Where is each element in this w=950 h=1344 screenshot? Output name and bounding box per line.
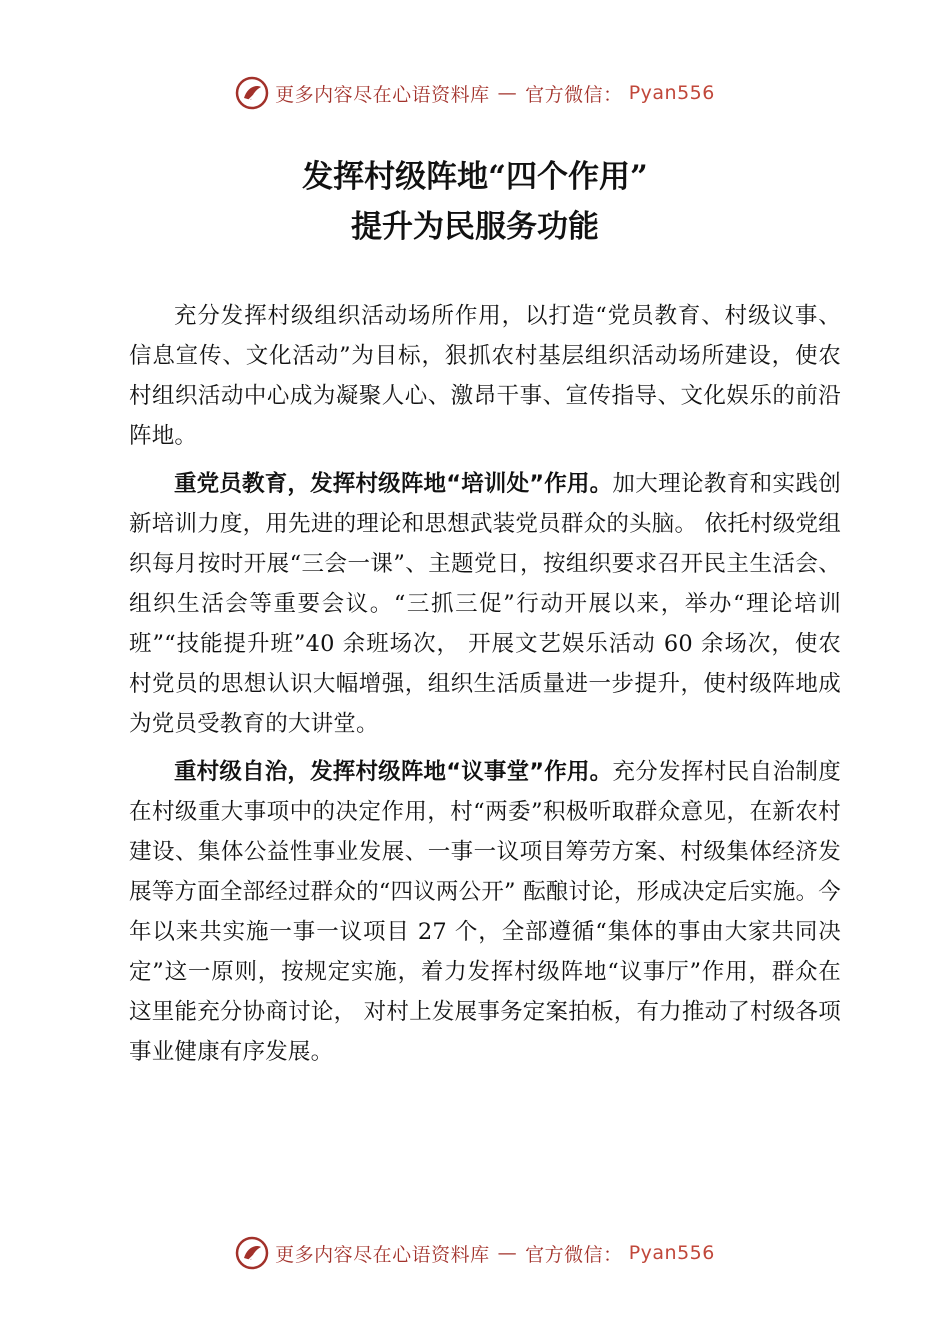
watermark-wechat-id: Pyan556 (628, 1242, 715, 1264)
watermark-header (0, 73, 950, 113)
document-title (0, 152, 950, 252)
paragraph-village-autonomy (129, 752, 841, 1072)
paragraph-party-education (129, 464, 841, 744)
watermark-dash: — (497, 82, 518, 104)
paragraph-text: 加大理论教育和实践创新培训力度，用先进的理论和思想武装党员群众的头脑。 依托村级党组织每月按时开展“三会一课”、主题党日，按组织要求召开民主生活会、组织生活会等重要会议。“三抓三促”行动开展以来，举办“理论培训班”“技能提升班”40 余班场次， 开展文艺娱乐活动 60 余场次，使农村党员的思想认识大幅增强，组织生活质量进一步提升，使村级阵地成为党员受教育的大讲堂。 (129, 471, 841, 737)
watermark-text: 更多内容尽在心语资料库 (275, 83, 490, 106)
paragraph-intro: 充分发挥村级组织活动场所作用，以打造“党员教育、村级议事、信息宣传、文化活动”为目标，狠抓农村基层组织活动场所建设，使农村组织活动中心成为凝聚人心、激昂干事、宣传指导、文化娱乐的前沿阵地。 (129, 303, 841, 449)
title-line-1: 发挥村级阵地“四个作用” (302, 159, 648, 195)
paragraph-heading: 重村级自治，发挥村级阵地“议事堂”作用。 (174, 759, 613, 785)
document-body (129, 296, 841, 1080)
watermark-footer (0, 1233, 950, 1273)
title-line-2: 提升为民服务功能 (351, 209, 599, 245)
paragraph-heading: 重党员教育，发挥村级阵地“培训处”作用。 (174, 471, 613, 497)
watermark-dash: — (497, 1242, 518, 1264)
watermark-wechat-label: 官方微信： (525, 83, 623, 106)
watermark-wechat-id: Pyan556 (628, 82, 715, 104)
paragraph-text: 充分发挥村民自治制度在村级重大事项中的决定作用，村“两委”积极听取群众意见，在新农村建设、集体公益性事业发展、一事一议项目筹劳方案、村级集体经济发展等方面全部经过群众的“四议两公开” 酝酿讨论，形成决定后实施。今年以来共实施一事一议项目 27 个，全部遵循“集体的事由大家共同决定”这一原则，按规定实施，着力发挥村级阵地“议事厅”作用，群众在这里能充分协商讨论， 对村上发展事务定案拍板，有力推动了村级各项事业健康有序发展。 (129, 759, 841, 1065)
seal-logo-icon (235, 76, 269, 110)
seal-logo-icon (235, 1236, 269, 1270)
watermark-wechat-label: 官方微信： (525, 1243, 623, 1266)
watermark-text: 更多内容尽在心语资料库 (275, 1243, 490, 1266)
